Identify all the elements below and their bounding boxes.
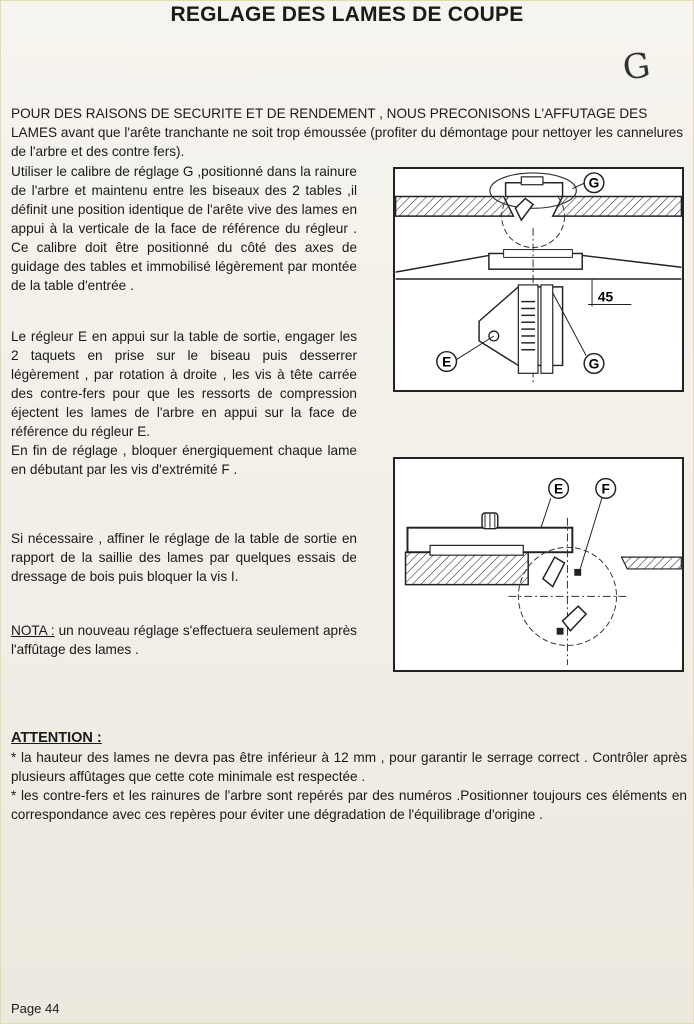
figure-calibre-g	[393, 167, 684, 392]
paragraph-regleur	[11, 327, 357, 479]
paragraph-affiner	[11, 529, 357, 586]
figure1-label-e: E	[442, 354, 452, 370]
nota-label: NOTA :	[11, 623, 55, 638]
figure2-label-f: F	[601, 481, 610, 497]
page-title: REGLAGE DES LAMES DE COUPE	[170, 3, 524, 26]
figure1-label-g-top: G	[588, 175, 600, 191]
attention-block	[11, 729, 687, 824]
paragraph-calibre-text: Utiliser le calibre de réglage G ,positionné dans la rainure de l'arbre et maintenu entre les biseaux des 2 tables ,il définit une position identique de l'arête vive des lames en appui à la verticale de la face de référence du régleur . Ce calibre doit être positionné du côté des axes de guidage des tables et immobilisé légèrement par montée de la table d'entrée .	[11, 164, 357, 293]
figure-regleur-e-drawing	[395, 459, 682, 670]
handwritten-g-annotation: G	[620, 45, 653, 89]
paragraph-calibre	[11, 162, 357, 295]
page-number: Page 44	[11, 1001, 60, 1016]
paragraph-blocage-text: En fin de réglage , bloquer énergiquement chaque lame en débutant par les vis d'extrémité F .	[11, 443, 357, 477]
paragraph-affiner-text: Si nécessaire , affiner le réglage de la table de sortie en rapport de la saillie des lames par quelques essais de dressage de bois puis bloquer la vis I.	[11, 531, 357, 584]
figure2-label-e: E	[554, 481, 564, 497]
attention-title: ATTENTION :	[11, 730, 102, 746]
figure-regleur-e	[393, 457, 684, 672]
paragraph-regleur-text: Le régleur E en appui sur la table de sortie, engager les 2 taquets en prise sur le biseau puis desserrer légèrement , par rotation à droite , les vis à tête carrée des contre-fers pour que les ressorts de compression éjectent les lames de l'arbre en appui sur la face de référence du régleur E.	[11, 329, 357, 439]
figure-calibre-g-drawing	[395, 169, 682, 390]
nota-block	[11, 621, 357, 659]
figure1-label-g-bottom: G	[588, 356, 600, 372]
nota-text: un nouveau réglage s'effectuera seulement après l'affûtage des lames .	[11, 623, 357, 657]
attention-item-2: * les contre-fers et les rainures de l'arbre sont repérés par des numéros .Positionner toujours ces éléments en correspondance avec ces repères pour éviter une dégradation de l'équilibrage d'origine .	[11, 788, 687, 822]
figure1-dimension-45: 45	[597, 289, 614, 305]
intro-paragraph: POUR DES RAISONS DE SECURITE ET DE RENDEMENT , NOUS PRECONISONS L'AFFUTAGE DES LAMES avant que l'arête tranchante ne soit trop émoussée (profiter du démontage pour nettoyer les cannelures de l'arbre et des contre fers).	[11, 106, 684, 159]
attention-item-1: * la hauteur des lames ne devra pas être inférieur à 12 mm , pour garantir le serrage correct . Contrôler après plusieurs affûtages que cette cote minimale est respectée .	[11, 750, 687, 784]
